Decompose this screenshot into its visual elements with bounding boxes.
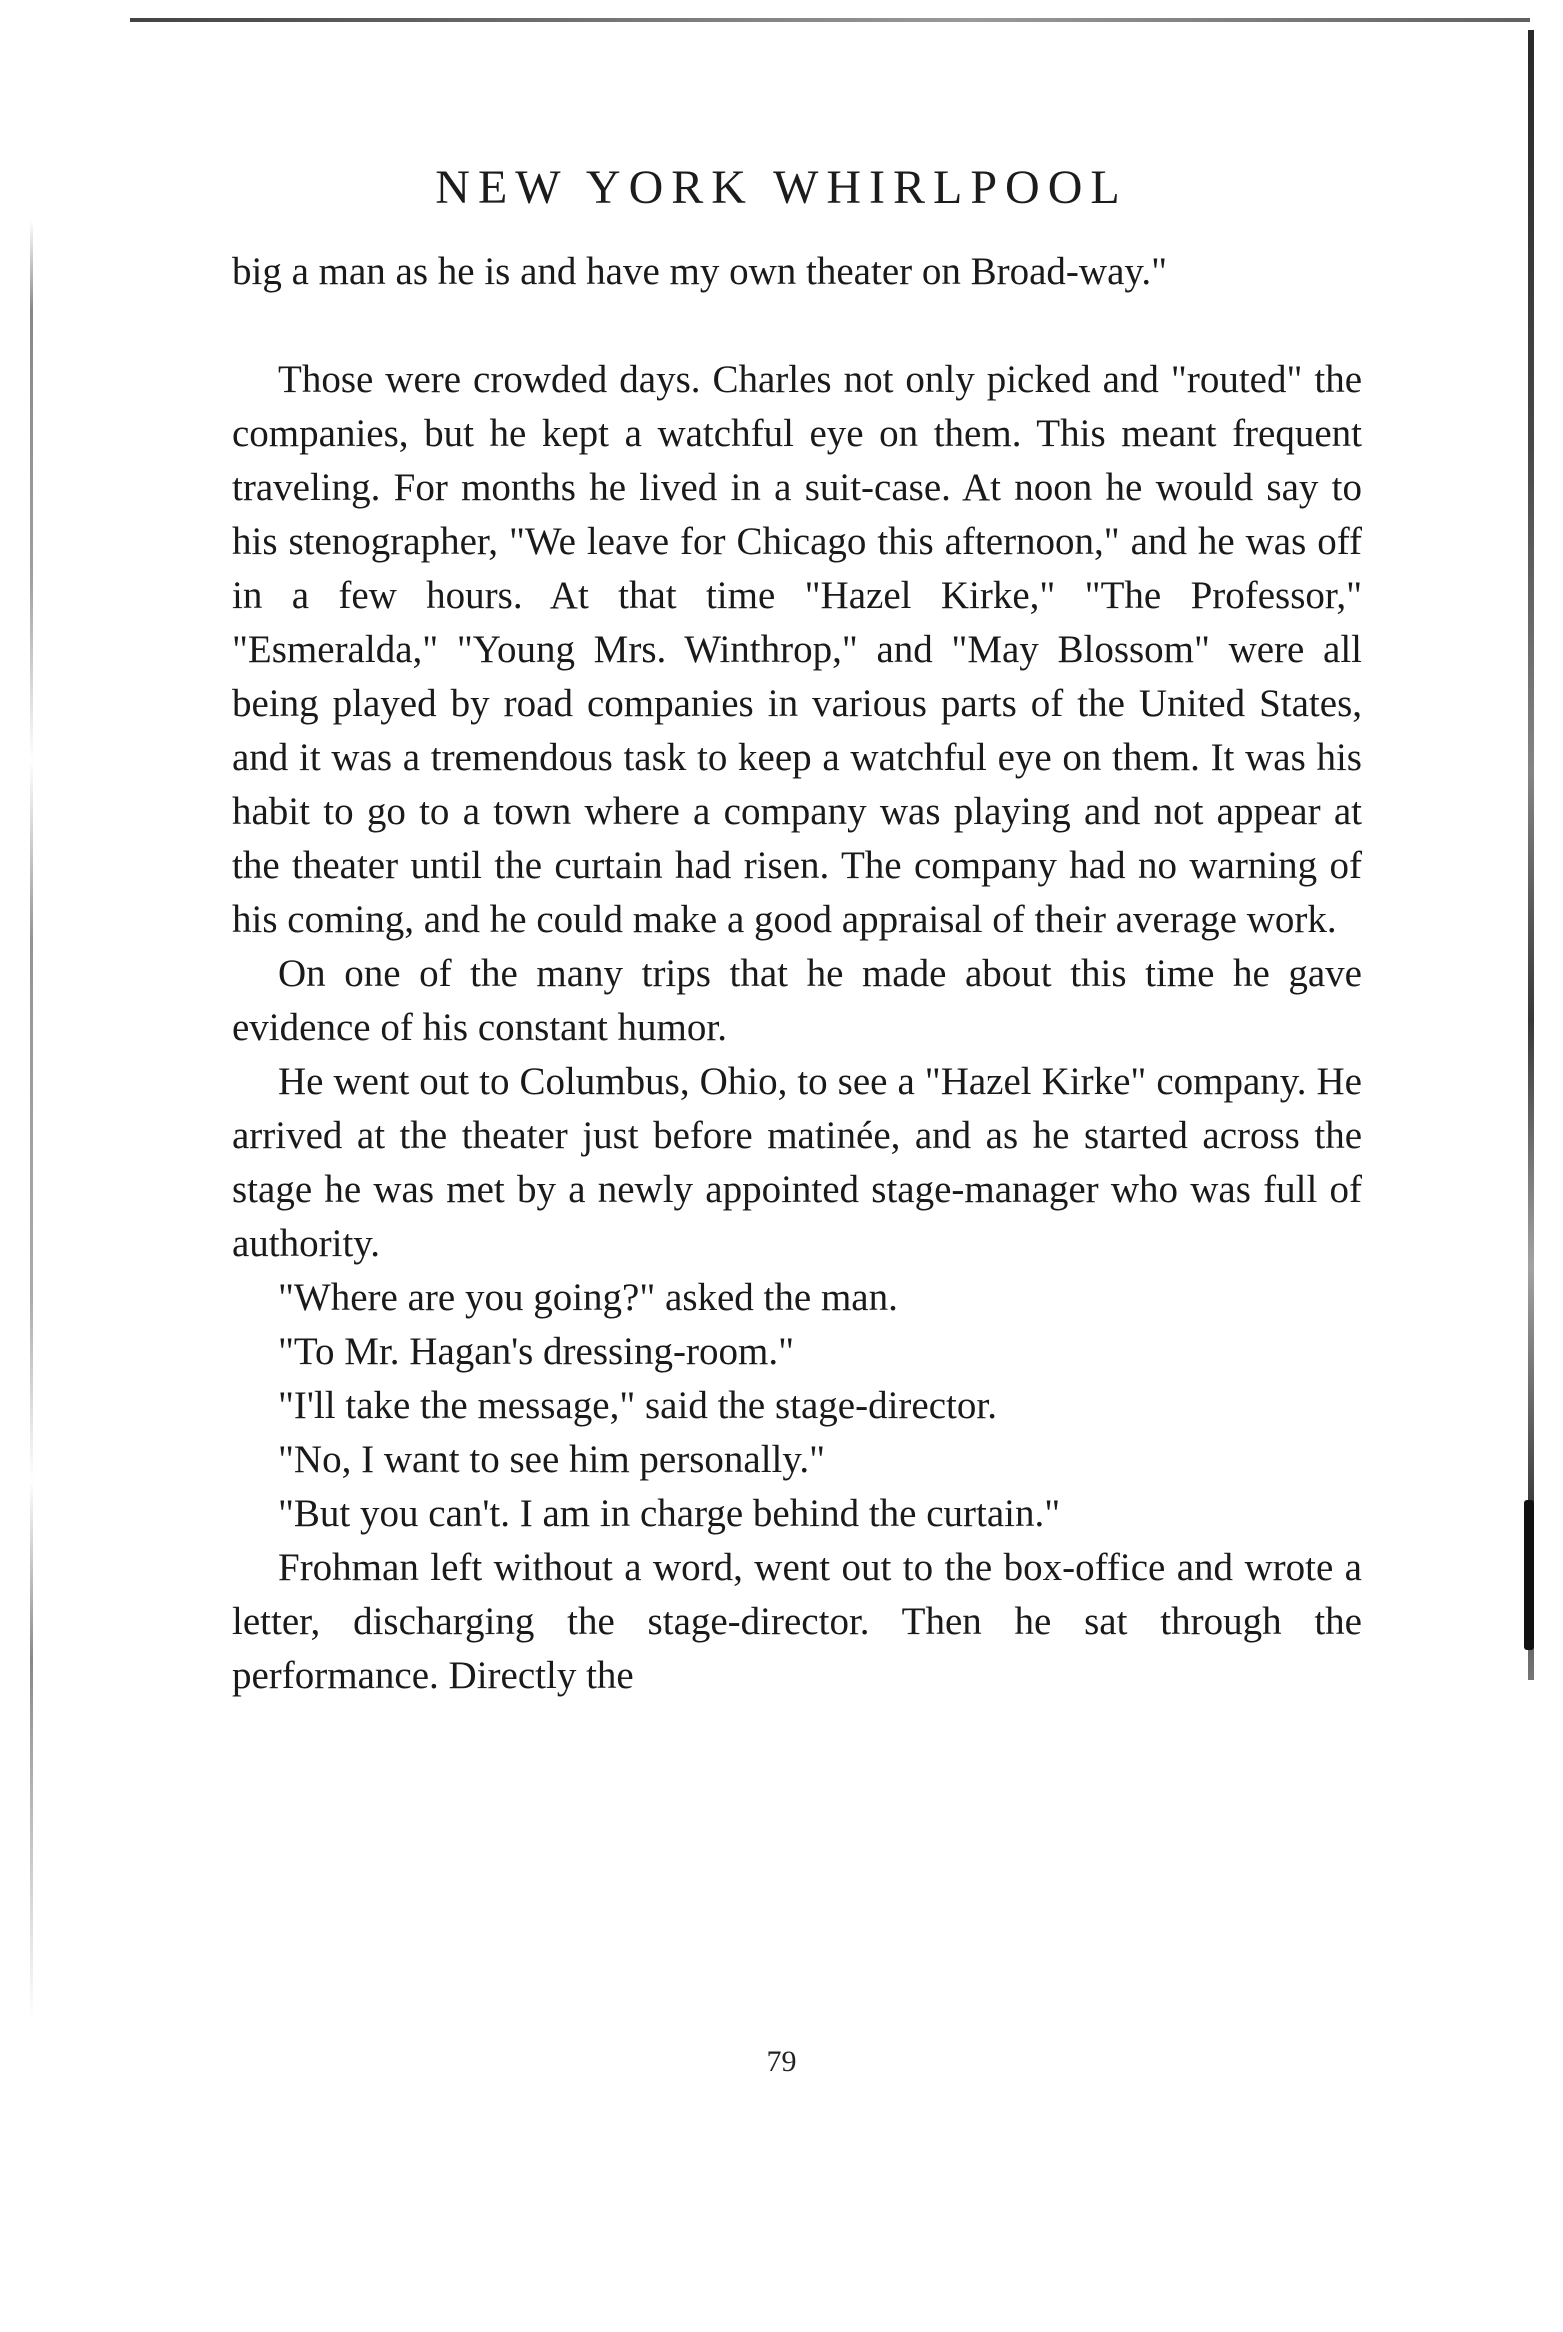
scan-edge-right-mark [1524,1500,1534,1650]
scan-edge-left [30,220,33,2020]
body-text [232,245,1362,1703]
scan-edge-top [130,18,1530,22]
paragraph-5: "Where are you going?" asked the man. [278,1276,898,1319]
paragraph-2: Those were crowded days. Charles not only picked and "routed" the companies, but he kept a watchful eye on them. This meant frequent traveling. For months he lived in a suit-case. At noon he would say to his stenographer, "We leave for Chicago this afternoon," and he was off in a few hours. At that time "Hazel Kirke," "The Professor," "Esmeralda," "Young Mrs. Winthrop," and "May Blossom" were all being played by road companies in various parts of the United States, and it was a tremendous task to keep a watchful eye on them. It was his habit to go to a town where a company was playing and not appear at the theater until the curtain had risen. The company had no warning of his coming, and he could make a good appraisal of their average work. [232,358,1362,941]
paragraph-6: "To Mr. Hagan's dressing-room." [278,1330,794,1373]
paragraph-1: big a man as he is and have my own theater on Broad-way." [232,250,1168,293]
page-number: 79 [766,2045,797,2078]
running-head: NEW YORK WHIRLPOOL [435,161,1128,214]
scan-edge-right [1528,30,1534,1680]
paragraph-8: "No, I want to see him personally." [278,1438,826,1481]
paragraph-7: "I'll take the message," said the stage-director. [278,1384,997,1427]
paragraph-4: He went out to Columbus, Ohio, to see a "Hazel Kirke" company. He arrived at the theater just before matinée, and as he started across the stage he was met by a newly appointed stage-manager who was full of authority. [232,1060,1362,1265]
paragraph-10: Frohman left without a word, went out to the box-office and wrote a letter, discharging the stage-director. Then he sat through the performance. Directly the [232,1546,1362,1697]
paragraph-9: "But you can't. I am in charge behind the curtain." [278,1492,1061,1535]
paragraph-3: On one of the many trips that he made about this time he gave evidence of his constant humor. [232,952,1362,1049]
